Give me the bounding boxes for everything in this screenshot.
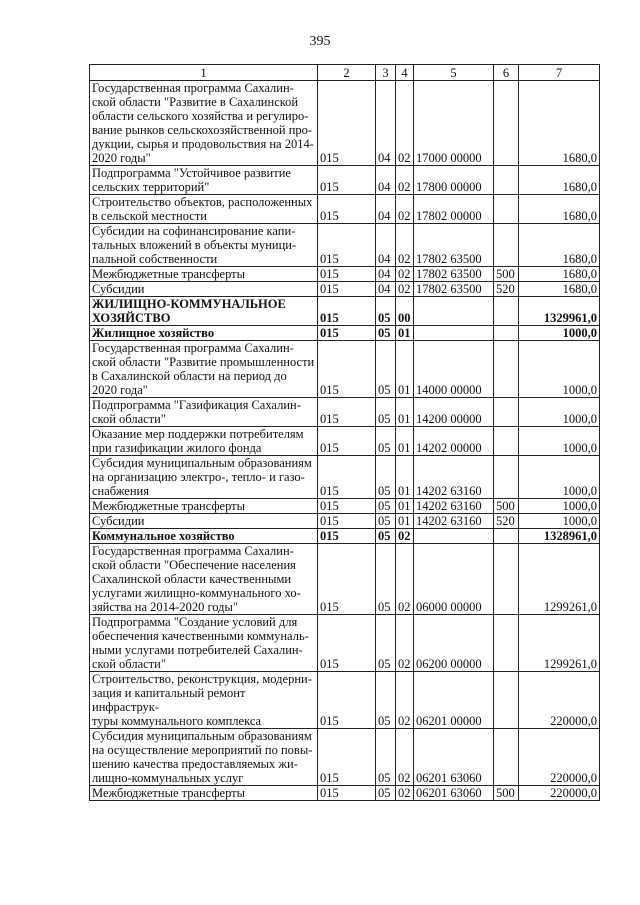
ministry-code: 015 — [318, 544, 376, 615]
row-name — [90, 529, 318, 544]
row-name-line: Подпрограмма "Газификация Сахалин- — [92, 398, 301, 412]
target-article-code: 14202 63160 — [414, 514, 494, 529]
row-name — [90, 672, 318, 729]
target-article-code: 17802 63500 — [414, 224, 494, 267]
row-name-line: Оказание мер поддержки потребителям — [92, 427, 304, 441]
row-name-line: Подпрограмма "Устойчивое развитие — [92, 166, 291, 180]
ministry-code: 015 — [318, 672, 376, 729]
row-name-line: на организацию электро-, тепло- и газо- — [92, 470, 305, 484]
row-name-line: ными услугами потребителей Сахалин- — [92, 643, 303, 657]
row-name — [90, 166, 318, 195]
table-row — [90, 166, 600, 195]
subsection-code: 01 — [396, 398, 414, 427]
row-name-line: при газификации жилого фонда — [92, 441, 262, 455]
ministry-code: 015 — [318, 282, 376, 297]
row-name-line: ЖИЛИЩНО-КОММУНАЛЬНОЕ — [92, 297, 286, 311]
target-article-code: 14202 63160 — [414, 499, 494, 514]
expense-type-code — [494, 398, 519, 427]
row-name-line: Межбюджетные трансферты — [92, 786, 246, 800]
subsection-code: 02 — [396, 615, 414, 672]
row-name-line: Строительство, реконструкция, модерни- — [92, 672, 312, 686]
row-name — [90, 81, 318, 166]
section-code: 05 — [376, 544, 396, 615]
subsection-code: 01 — [396, 456, 414, 499]
row-name — [90, 456, 318, 499]
expense-type-code — [494, 326, 519, 341]
expense-type-code — [494, 81, 519, 166]
row-name — [90, 398, 318, 427]
row-name-line: Межбюджетные трансферты — [92, 267, 246, 281]
subsection-code: 00 — [396, 297, 414, 326]
row-name-line: ской области" — [92, 657, 166, 671]
row-name-line: Субсидии — [92, 514, 145, 528]
row-name-line: Сахалинской области качественными — [92, 572, 292, 586]
row-name — [90, 729, 318, 786]
row-name-line: услугами жилищно-коммунального хо- — [92, 586, 301, 600]
row-name-line: 2020 года" — [92, 383, 148, 397]
row-name-line: пальной собственности — [92, 252, 218, 266]
ministry-code: 015 — [318, 195, 376, 224]
row-name — [90, 499, 318, 514]
section-code: 04 — [376, 81, 396, 166]
amount: 1000,0 — [519, 341, 600, 398]
row-name-line: зация и капитальный ремонт инфраструк- — [92, 686, 246, 714]
row-name-line: Строительство объектов, расположенных — [92, 195, 313, 209]
section-code: 05 — [376, 456, 396, 499]
expense-type-code — [494, 615, 519, 672]
row-name-line: Государственная программа Сахалин- — [92, 81, 294, 95]
row-name-line: Государственная программа Сахалин- — [92, 544, 294, 558]
amount: 1328961,0 — [519, 529, 600, 544]
amount: 1000,0 — [519, 514, 600, 529]
subsection-code: 02 — [396, 544, 414, 615]
table-row — [90, 544, 600, 615]
row-name-line: тальных вложений в объекты муници- — [92, 238, 297, 252]
table-row — [90, 224, 600, 267]
section-code: 04 — [376, 267, 396, 282]
ministry-code: 015 — [318, 786, 376, 801]
ministry-code: 015 — [318, 729, 376, 786]
amount: 1680,0 — [519, 267, 600, 282]
row-name — [90, 427, 318, 456]
table-row — [90, 81, 600, 166]
expense-type-code: 500 — [494, 786, 519, 801]
table-row — [90, 297, 600, 326]
amount: 1680,0 — [519, 282, 600, 297]
amount: 220000,0 — [519, 729, 600, 786]
target-article-code: 17800 00000 — [414, 166, 494, 195]
table-header-row — [90, 65, 600, 81]
section-code: 05 — [376, 615, 396, 672]
row-name-line: обеспечения качественными коммуналь- — [92, 629, 309, 643]
amount: 1000,0 — [519, 398, 600, 427]
row-name — [90, 326, 318, 341]
row-name-line: ской области" — [92, 412, 166, 426]
section-code: 05 — [376, 786, 396, 801]
subsection-code: 01 — [396, 341, 414, 398]
ministry-code: 015 — [318, 398, 376, 427]
expense-type-code: 500 — [494, 267, 519, 282]
amount: 220000,0 — [519, 786, 600, 801]
row-name-line: Коммунальное хозяйство — [92, 529, 235, 543]
ministry-code: 015 — [318, 81, 376, 166]
row-name-line: лищно-коммунальных услуг — [92, 771, 244, 785]
section-code: 05 — [376, 514, 396, 529]
subsection-code: 02 — [396, 529, 414, 544]
row-name-line: туры коммунального комплекса — [92, 714, 262, 728]
amount: 1000,0 — [519, 499, 600, 514]
expense-type-code: 520 — [494, 282, 519, 297]
amount: 1680,0 — [519, 224, 600, 267]
row-name-line: области сельского хозяйства и регулиро- — [92, 109, 309, 123]
expense-type-code — [494, 427, 519, 456]
row-name — [90, 195, 318, 224]
expense-type-code — [494, 195, 519, 224]
row-name-line: ХОЗЯЙСТВО — [92, 311, 171, 325]
row-name-line: дукции, сырья и продовольствия на 2014- — [92, 137, 314, 151]
amount: 1299261,0 — [519, 544, 600, 615]
section-code: 04 — [376, 224, 396, 267]
expense-type-code — [494, 166, 519, 195]
amount: 1680,0 — [519, 166, 600, 195]
target-article-code — [414, 297, 494, 326]
row-name-line: сельских территорий" — [92, 180, 210, 194]
table-row — [90, 195, 600, 224]
ministry-code: 015 — [318, 529, 376, 544]
ministry-code: 015 — [318, 326, 376, 341]
subsection-code: 02 — [396, 786, 414, 801]
target-article-code: 14200 00000 — [414, 398, 494, 427]
expense-type-code — [494, 341, 519, 398]
subsection-code: 02 — [396, 282, 414, 297]
subsection-code: 01 — [396, 326, 414, 341]
table-row — [90, 615, 600, 672]
page-number: 395 — [309, 34, 331, 49]
column-header: 2 — [318, 65, 376, 81]
row-name — [90, 267, 318, 282]
target-article-code: 14202 63160 — [414, 456, 494, 499]
column-header: 3 — [376, 65, 396, 81]
target-article-code — [414, 326, 494, 341]
row-name — [90, 786, 318, 801]
table-row — [90, 398, 600, 427]
section-code: 05 — [376, 341, 396, 398]
ministry-code: 015 — [318, 267, 376, 282]
row-name — [90, 514, 318, 529]
column-header: 6 — [494, 65, 519, 81]
column-header: 5 — [414, 65, 494, 81]
ministry-code: 015 — [318, 297, 376, 326]
target-article-code: 06201 63060 — [414, 786, 494, 801]
row-name-line: снабжения — [92, 484, 149, 498]
budget-table — [89, 64, 600, 801]
amount: 1299261,0 — [519, 615, 600, 672]
amount: 1680,0 — [519, 195, 600, 224]
subsection-code: 01 — [396, 427, 414, 456]
row-name — [90, 615, 318, 672]
ministry-code: 015 — [318, 427, 376, 456]
row-name — [90, 544, 318, 615]
target-article-code: 14202 00000 — [414, 427, 494, 456]
amount: 1680,0 — [519, 81, 600, 166]
table-row — [90, 529, 600, 544]
column-header: 1 — [90, 65, 318, 81]
target-article-code: 14000 00000 — [414, 341, 494, 398]
target-article-code: 06201 63060 — [414, 729, 494, 786]
row-name-line: Государственная программа Сахалин- — [92, 341, 294, 355]
expense-type-code — [494, 729, 519, 786]
subsection-code: 02 — [396, 672, 414, 729]
subsection-code: 02 — [396, 81, 414, 166]
expense-type-code — [494, 672, 519, 729]
amount: 1000,0 — [519, 326, 600, 341]
expense-type-code: 500 — [494, 499, 519, 514]
table-row — [90, 456, 600, 499]
row-name-line: ской области "Развитие в Сахалинской — [92, 95, 299, 109]
expense-type-code: 520 — [494, 514, 519, 529]
target-article-code: 17802 00000 — [414, 195, 494, 224]
row-name-line: Подпрограмма "Создание условий для — [92, 615, 298, 629]
expense-type-code — [494, 456, 519, 499]
target-article-code: 06200 00000 — [414, 615, 494, 672]
expense-type-code — [494, 544, 519, 615]
target-article-code: 06000 00000 — [414, 544, 494, 615]
table-row — [90, 514, 600, 529]
section-code: 05 — [376, 499, 396, 514]
section-code: 04 — [376, 195, 396, 224]
target-article-code: 17802 63500 — [414, 282, 494, 297]
row-name — [90, 341, 318, 398]
row-name-line: ской области "Развитие промышленности — [92, 355, 315, 369]
subsection-code: 02 — [396, 267, 414, 282]
row-name — [90, 224, 318, 267]
row-name-line: на осуществление мероприятий по повы- — [92, 743, 313, 757]
expense-type-code — [494, 224, 519, 267]
row-name-line: Межбюджетные трансферты — [92, 499, 246, 513]
amount: 1329961,0 — [519, 297, 600, 326]
table-row — [90, 672, 600, 729]
target-article-code — [414, 529, 494, 544]
row-name-line: 2020 годы" — [92, 151, 151, 165]
row-name-line: в Сахалинской области на период до — [92, 369, 287, 383]
row-name — [90, 282, 318, 297]
table-row — [90, 341, 600, 398]
section-code: 05 — [376, 326, 396, 341]
ministry-code: 015 — [318, 341, 376, 398]
row-name-line: Субсидия муниципальным образованиям — [92, 456, 312, 470]
row-name-line: Субсидия муниципальным образованиям — [92, 729, 312, 743]
section-code: 05 — [376, 529, 396, 544]
row-name-line: в сельской местности — [92, 209, 207, 223]
section-code: 05 — [376, 427, 396, 456]
target-article-code: 06201 00000 — [414, 672, 494, 729]
table-row — [90, 282, 600, 297]
subsection-code: 02 — [396, 166, 414, 195]
ministry-code: 015 — [318, 224, 376, 267]
amount: 1000,0 — [519, 456, 600, 499]
ministry-code: 015 — [318, 166, 376, 195]
row-name-line: ской области "Обеспечение населения — [92, 558, 296, 572]
amount: 220000,0 — [519, 672, 600, 729]
subsection-code: 01 — [396, 499, 414, 514]
section-code: 05 — [376, 729, 396, 786]
row-name-line: зяйства на 2014-2020 годы" — [92, 600, 239, 614]
section-code: 05 — [376, 297, 396, 326]
row-name-line: Субсидии на софинансирование капи- — [92, 224, 296, 238]
target-article-code: 17802 63500 — [414, 267, 494, 282]
expense-type-code — [494, 297, 519, 326]
row-name-line: вание рынков сельскохозяйственной про- — [92, 123, 313, 137]
ministry-code: 015 — [318, 615, 376, 672]
section-code: 04 — [376, 166, 396, 195]
row-name-line: Жилищное хозяйство — [92, 326, 215, 340]
row-name-line: шению качества предоставляемых жи- — [92, 757, 298, 771]
table-row — [90, 499, 600, 514]
table-row — [90, 326, 600, 341]
section-code: 04 — [376, 282, 396, 297]
table-row — [90, 267, 600, 282]
expense-type-code — [494, 529, 519, 544]
subsection-code: 01 — [396, 514, 414, 529]
table-row — [90, 427, 600, 456]
section-code: 05 — [376, 672, 396, 729]
subsection-code: 02 — [396, 224, 414, 267]
ministry-code: 015 — [318, 499, 376, 514]
row-name-line: Субсидии — [92, 282, 145, 296]
column-header: 4 — [396, 65, 414, 81]
table-row — [90, 786, 600, 801]
column-header: 7 — [519, 65, 600, 81]
ministry-code: 015 — [318, 456, 376, 499]
row-name — [90, 297, 318, 326]
amount: 1000,0 — [519, 427, 600, 456]
ministry-code: 015 — [318, 514, 376, 529]
table-row — [90, 729, 600, 786]
subsection-code: 02 — [396, 195, 414, 224]
target-article-code: 17000 00000 — [414, 81, 494, 166]
section-code: 05 — [376, 398, 396, 427]
subsection-code: 02 — [396, 729, 414, 786]
